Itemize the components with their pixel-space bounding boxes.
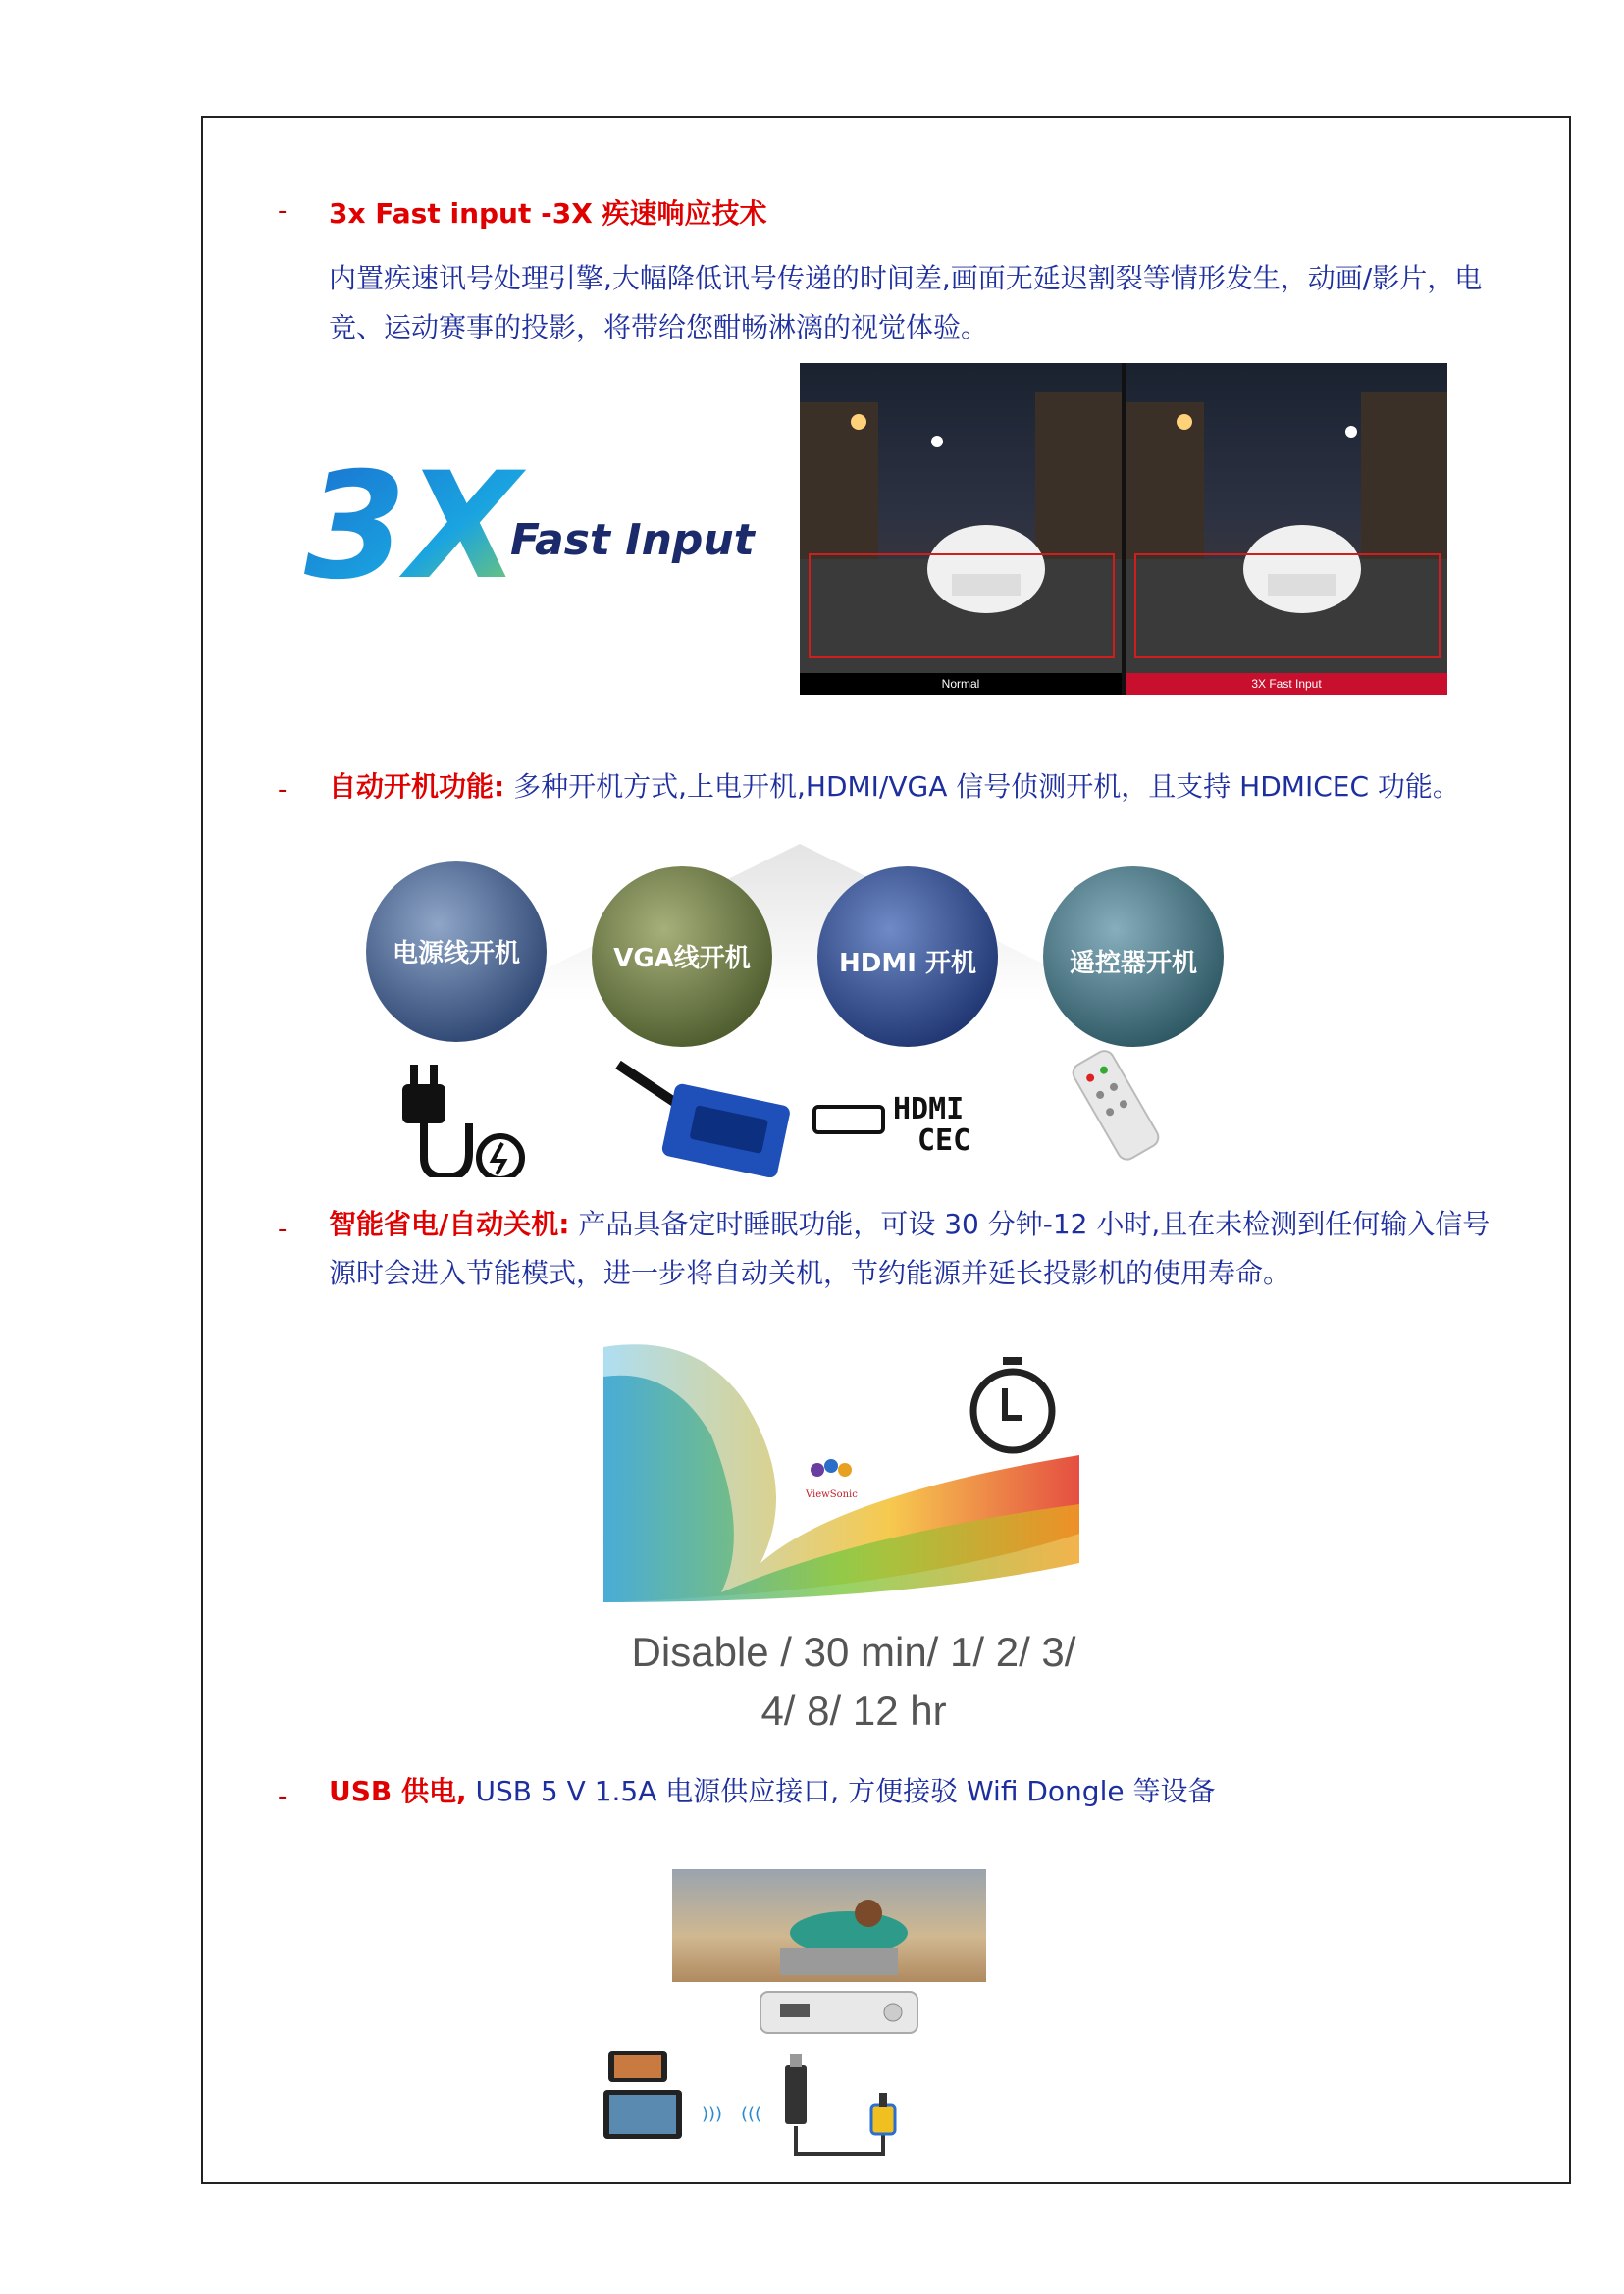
- power-adapter-icon: [871, 2093, 895, 2134]
- viewsonic-brand-text: ViewSonic: [806, 1489, 858, 1500]
- auto-power-on-paragraph: [329, 761, 1460, 812]
- usb-power-body: USB 5 V 1.5A 电源供应接口, 方便接驳 Wifi Dongle 等设备: [466, 1775, 1216, 1807]
- circle-label-remote: 遥控器开机: [1069, 949, 1198, 978]
- fast-input-label: 3X Fast Input: [1251, 677, 1322, 691]
- bullet: -: [278, 196, 288, 226]
- tablet-icon: [603, 2090, 682, 2139]
- circle-label-hdmi: HDMI 开机: [839, 949, 976, 978]
- remote-control-icon: [1070, 1048, 1162, 1164]
- usb-dongle-setup-graphic: [603, 1869, 996, 2164]
- bullet: -: [278, 1215, 288, 1244]
- fast-input-desc-line1: 内置疾速讯号处理引擎,大幅降低讯号传递的时间差,画面无延迟割裂等情形发生，动画/影片，电: [329, 262, 1483, 294]
- circle-label-vga: VGA线开机: [613, 944, 751, 973]
- logo-fast-input-text: Fast Input: [510, 515, 755, 565]
- comparison-normal: [800, 363, 1122, 695]
- logo-3x-text: 3X: [304, 461, 521, 599]
- circle-remote: [1043, 866, 1224, 1047]
- fast-input-desc-line2: 竞、运动赛事的投影，将带给您酣畅淋漓的视觉体验。: [329, 311, 989, 343]
- circle-hdmi: [817, 866, 998, 1047]
- vga-cable-icon: [618, 1065, 791, 1177]
- fast-input-logo: [304, 461, 795, 599]
- projected-screen-image: [672, 1869, 986, 1982]
- circle-label-power-cable: 电源线开机: [392, 939, 521, 968]
- circle-vga: [592, 866, 772, 1047]
- section-title-fast-input: 3x Fast input -3X 疾速响应技术: [329, 197, 767, 230]
- smart-power-paragraph-line1: [329, 1199, 1490, 1250]
- usb-power-lead: USB 供电,: [329, 1775, 467, 1807]
- wifi-dongle-icon: [785, 2054, 807, 2124]
- bullet: -: [278, 775, 288, 805]
- cec-logo-text: CEC: [917, 1123, 971, 1158]
- auto-power-on-lead: 自动开机功能:: [329, 770, 505, 803]
- wifi-signal-icon: (((: [741, 2104, 762, 2124]
- fast-input-comparison-image: [800, 363, 1447, 695]
- auto-power-on-body: 多种开机方式,上电开机,HDMI/VGA 信号侦测开机，且支持 HDMICEC 功能。: [504, 770, 1460, 803]
- smart-power-lead: 智能省电/自动关机:: [329, 1208, 570, 1240]
- power-plug-icon: [402, 1065, 522, 1177]
- wifi-signal-icon: ))): [702, 2104, 723, 2124]
- smartphone-icon: [608, 2051, 667, 2082]
- smart-power-body-line1: 产品具备定时睡眠功能，可设 30 分钟-12 小时,且在未检测到任何输入信号: [569, 1208, 1491, 1240]
- power-on-methods-graphic: [324, 844, 1266, 1177]
- projector-icon: [760, 1992, 917, 2033]
- usb-power-paragraph: [329, 1766, 1215, 1817]
- bullet: -: [278, 1782, 288, 1811]
- smart-power-paragraph-line2: 源时会进入节能模式，进一步将自动关机，节约能源并延长投影机的使用寿命。: [329, 1257, 1291, 1289]
- normal-label: Normal: [941, 677, 980, 691]
- hdmi-logo-text: HDMI: [893, 1092, 965, 1126]
- sleep-timer-graphic: [603, 1337, 1079, 1602]
- hdmi-cec-logo-icon: [814, 1092, 970, 1158]
- sleep-options-line2: 4/ 8/ 12 hr: [760, 1688, 947, 1734]
- sleep-options-line1: Disable / 30 min/ 1/ 2/ 3/: [631, 1629, 1076, 1675]
- roof-background: [481, 844, 1119, 1001]
- comparison-fast-input: [1126, 363, 1447, 695]
- circle-power-cable: [366, 861, 547, 1042]
